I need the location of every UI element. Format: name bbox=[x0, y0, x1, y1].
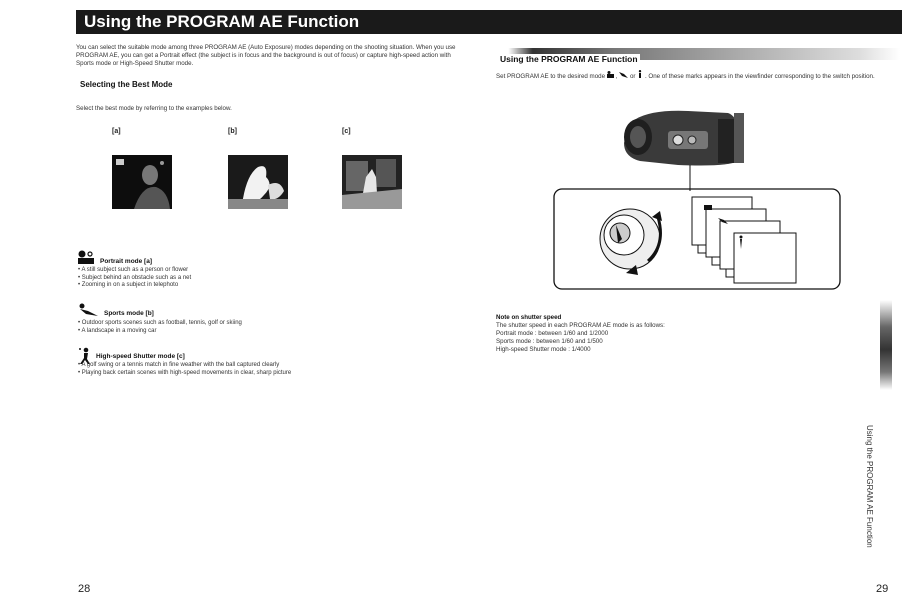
list-item: • Zooming in on a subject in telephoto bbox=[78, 282, 378, 290]
list-item: • A still subject such as a person or flower bbox=[78, 267, 378, 275]
section-intro: Select the best mode by referring to the examples below. bbox=[76, 105, 232, 112]
high-speed-mark-icon bbox=[637, 70, 643, 78]
note-line: The shutter speed in each PROGRAM AE mode is as follows: bbox=[496, 322, 665, 329]
list-item: • Subject behind an obstacle such as a net bbox=[78, 275, 378, 283]
right-intro-tail: . One of these marks appears in the viewfinder corresponding to the switch position. bbox=[644, 73, 875, 80]
camcorder-illustration bbox=[624, 111, 744, 191]
viewfinder-frames bbox=[692, 197, 796, 283]
list-item: • A golf swing or a tennis match in fine weather with the ball captured clearly bbox=[78, 362, 408, 370]
example-photo-sports bbox=[228, 155, 288, 209]
highspeed-bullets bbox=[78, 362, 408, 377]
portrait-mark-icon bbox=[607, 71, 616, 78]
page-number-right: 29 bbox=[876, 583, 889, 595]
sports-mark-icon bbox=[619, 71, 628, 78]
intro-paragraph: You can select the suitable mode among three PROGRAM AE (Auto Exposure) modes depending on the shooting situation. When you use PROGRAM AE, you can get a Portrait effect (the subject is in focus and the background is out of focus) or capture high-speed action with Sports mode or High-Speed Shutter mode. bbox=[76, 44, 456, 67]
portrait-mode-icon bbox=[78, 250, 96, 264]
right-section-heading-bar bbox=[492, 48, 900, 64]
program-ae-dial bbox=[600, 209, 662, 275]
photo-label-b: [b] bbox=[228, 128, 237, 135]
note-line: High-speed Shutter mode : 1/4000 bbox=[496, 346, 591, 353]
mode-title-highspeed: High-speed Shutter mode [c] bbox=[96, 353, 185, 360]
example-photo-portrait bbox=[112, 155, 172, 209]
list-item: • Outdoor sports scenes such as football, tennis, golf or skiing bbox=[78, 320, 378, 328]
note-line: Sports mode : between 1/60 and 1/500 bbox=[496, 338, 603, 345]
section-heading-selecting: Selecting the Best Mode bbox=[80, 80, 173, 89]
note-body bbox=[496, 322, 796, 354]
program-ae-diagram bbox=[548, 105, 848, 295]
right-intro-text: Set PROGRAM AE to the desired mode bbox=[496, 73, 606, 80]
side-tab-marker bbox=[880, 300, 892, 390]
sports-mode-icon bbox=[78, 303, 100, 317]
side-running-title: Using the PROGRAM AE Function bbox=[865, 425, 874, 548]
list-item: • Playing back certain scenes with high-speed movements in clear, sharp picture bbox=[78, 370, 408, 378]
list-item: • A landscape in a moving car bbox=[78, 328, 378, 336]
right-intro-paragraph: Set PROGRAM AE to the desired mode , or . One of these marks appears in the viewfinder corresponding to the switch position. bbox=[496, 70, 896, 81]
page-number-left: 28 bbox=[78, 583, 91, 595]
page-header-banner bbox=[76, 10, 902, 34]
right-section-heading: Using the PROGRAM AE Function bbox=[500, 54, 638, 64]
mode-title-sports: Sports mode [b] bbox=[104, 310, 154, 317]
photo-label-c: [c] bbox=[342, 128, 351, 135]
note-title: Note on shutter speed bbox=[496, 314, 562, 321]
example-photo-highspeed bbox=[342, 155, 402, 209]
photo-label-a: [a] bbox=[112, 128, 121, 135]
right-intro-or: or bbox=[629, 73, 636, 80]
sports-bullets bbox=[78, 320, 378, 335]
portrait-bullets bbox=[78, 267, 378, 290]
note-line: Portrait mode : between 1/60 and 1/2000 bbox=[496, 330, 609, 337]
page-title: Using the PROGRAM AE Function bbox=[84, 12, 360, 31]
mode-title-portrait: Portrait mode [a] bbox=[100, 258, 153, 265]
